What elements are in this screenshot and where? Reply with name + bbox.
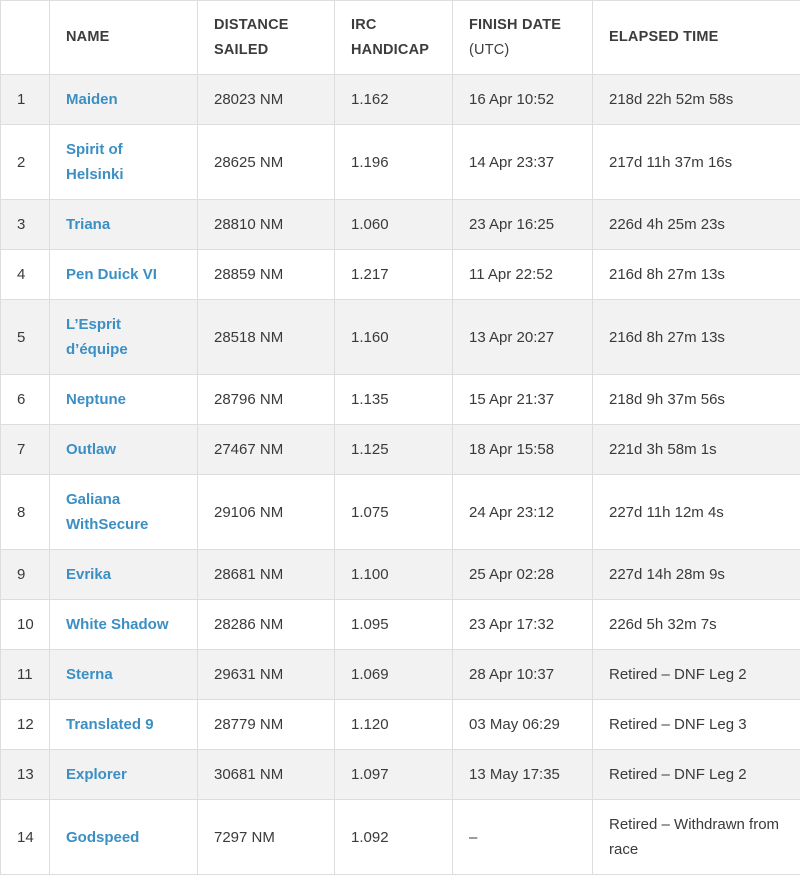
header-irc-handicap: IRC HANDICAP bbox=[335, 1, 453, 75]
name-cell bbox=[50, 75, 198, 125]
distance-cell: 28518 NM bbox=[198, 300, 335, 375]
finish-date-cell: 16 Apr 10:52 bbox=[453, 75, 593, 125]
finish-date-cell: 03 May 06:29 bbox=[453, 700, 593, 750]
irc-handicap-cell: 1.196 bbox=[335, 125, 453, 200]
elapsed-time-cell: Retired – DNF Leg 3 bbox=[593, 700, 800, 750]
header-finish-date-label: FINISH DATE bbox=[469, 17, 561, 33]
elapsed-time-cell: 218d 9h 37m 56s bbox=[593, 375, 800, 425]
name-cell bbox=[50, 475, 198, 550]
distance-cell: 28286 NM bbox=[198, 600, 335, 650]
table-row bbox=[1, 75, 800, 125]
rank-cell: 11 bbox=[1, 650, 50, 700]
finish-date-cell: 18 Apr 15:58 bbox=[453, 425, 593, 475]
boat-name-link[interactable]: Neptune bbox=[66, 391, 126, 408]
boat-name-link[interactable]: White Shadow bbox=[66, 616, 169, 633]
finish-date-cell: 28 Apr 10:37 bbox=[453, 650, 593, 700]
finish-date-cell: 24 Apr 23:12 bbox=[453, 475, 593, 550]
irc-handicap-cell: 1.217 bbox=[335, 250, 453, 300]
table-row bbox=[1, 200, 800, 250]
table-row bbox=[1, 800, 800, 875]
rank-cell: 5 bbox=[1, 300, 50, 375]
table-row bbox=[1, 125, 800, 200]
rank-cell: 6 bbox=[1, 375, 50, 425]
boat-name-link[interactable]: Maiden bbox=[66, 91, 118, 108]
table-row bbox=[1, 250, 800, 300]
distance-cell: 28810 NM bbox=[198, 200, 335, 250]
table-body bbox=[1, 75, 800, 875]
elapsed-time-cell: 226d 5h 32m 7s bbox=[593, 600, 800, 650]
irc-handicap-cell: 1.097 bbox=[335, 750, 453, 800]
distance-cell: 29106 NM bbox=[198, 475, 335, 550]
name-cell bbox=[50, 700, 198, 750]
header-rank bbox=[1, 1, 50, 75]
finish-date-cell: – bbox=[453, 800, 593, 875]
elapsed-time-cell: Retired – DNF Leg 2 bbox=[593, 650, 800, 700]
distance-cell: 30681 NM bbox=[198, 750, 335, 800]
rank-cell: 4 bbox=[1, 250, 50, 300]
irc-handicap-cell: 1.092 bbox=[335, 800, 453, 875]
finish-date-cell: 14 Apr 23:37 bbox=[453, 125, 593, 200]
distance-cell: 7297 NM bbox=[198, 800, 335, 875]
table-row bbox=[1, 425, 800, 475]
table-header bbox=[1, 1, 800, 75]
table-row bbox=[1, 550, 800, 600]
elapsed-time-cell: Retired – DNF Leg 2 bbox=[593, 750, 800, 800]
distance-cell: 28859 NM bbox=[198, 250, 335, 300]
header-elapsed-time: ELAPSED TIME bbox=[593, 1, 800, 75]
boat-name-link[interactable]: Explorer bbox=[66, 766, 127, 783]
rank-cell: 7 bbox=[1, 425, 50, 475]
irc-handicap-cell: 1.095 bbox=[335, 600, 453, 650]
name-cell bbox=[50, 200, 198, 250]
name-cell bbox=[50, 800, 198, 875]
name-cell bbox=[50, 600, 198, 650]
name-cell bbox=[50, 425, 198, 475]
rank-cell: 12 bbox=[1, 700, 50, 750]
rank-cell: 14 bbox=[1, 800, 50, 875]
table-row bbox=[1, 600, 800, 650]
irc-handicap-cell: 1.075 bbox=[335, 475, 453, 550]
irc-handicap-cell: 1.125 bbox=[335, 425, 453, 475]
rank-cell: 1 bbox=[1, 75, 50, 125]
elapsed-time-cell: 218d 22h 52m 58s bbox=[593, 75, 800, 125]
header-finish-date bbox=[453, 1, 593, 75]
irc-handicap-cell: 1.120 bbox=[335, 700, 453, 750]
boat-name-link[interactable]: Translated 9 bbox=[66, 716, 154, 733]
name-cell bbox=[50, 250, 198, 300]
rank-cell: 2 bbox=[1, 125, 50, 200]
finish-date-cell: 13 May 17:35 bbox=[453, 750, 593, 800]
elapsed-time-cell: 216d 8h 27m 13s bbox=[593, 300, 800, 375]
distance-cell: 28625 NM bbox=[198, 125, 335, 200]
elapsed-time-cell: 216d 8h 27m 13s bbox=[593, 250, 800, 300]
elapsed-time-cell: 227d 14h 28m 9s bbox=[593, 550, 800, 600]
elapsed-time-cell: Retired – Withdrawn from race bbox=[593, 800, 800, 875]
header-finish-date-suffix: (UTC) bbox=[469, 42, 509, 58]
finish-date-cell: 13 Apr 20:27 bbox=[453, 300, 593, 375]
elapsed-time-cell: 227d 11h 12m 4s bbox=[593, 475, 800, 550]
distance-cell: 28023 NM bbox=[198, 75, 335, 125]
boat-name-link[interactable]: Pen Duick VI bbox=[66, 266, 157, 283]
finish-date-cell: 15 Apr 21:37 bbox=[453, 375, 593, 425]
finish-date-cell: 23 Apr 16:25 bbox=[453, 200, 593, 250]
table-row bbox=[1, 700, 800, 750]
name-cell bbox=[50, 550, 198, 600]
name-cell bbox=[50, 650, 198, 700]
irc-handicap-cell: 1.160 bbox=[335, 300, 453, 375]
irc-handicap-cell: 1.135 bbox=[335, 375, 453, 425]
table-row bbox=[1, 375, 800, 425]
name-cell bbox=[50, 375, 198, 425]
table-row bbox=[1, 475, 800, 550]
irc-handicap-cell: 1.162 bbox=[335, 75, 453, 125]
table-row bbox=[1, 750, 800, 800]
boat-name-link[interactable]: Spirit of Helsinki bbox=[66, 141, 124, 183]
irc-handicap-cell: 1.060 bbox=[335, 200, 453, 250]
header-row bbox=[1, 1, 800, 75]
rank-cell: 13 bbox=[1, 750, 50, 800]
table-row bbox=[1, 300, 800, 375]
distance-cell: 28796 NM bbox=[198, 375, 335, 425]
finish-date-cell: 11 Apr 22:52 bbox=[453, 250, 593, 300]
rank-cell: 3 bbox=[1, 200, 50, 250]
distance-cell: 27467 NM bbox=[198, 425, 335, 475]
irc-handicap-cell: 1.069 bbox=[335, 650, 453, 700]
boat-name-link[interactable]: Sterna bbox=[66, 666, 113, 683]
name-cell bbox=[50, 125, 198, 200]
elapsed-time-cell: 226d 4h 25m 23s bbox=[593, 200, 800, 250]
rank-cell: 9 bbox=[1, 550, 50, 600]
header-distance-sailed: DISTANCE SAILED bbox=[198, 1, 335, 75]
distance-cell: 29631 NM bbox=[198, 650, 335, 700]
boat-name-link[interactable]: Galiana WithSecure bbox=[66, 491, 148, 533]
rank-cell: 8 bbox=[1, 475, 50, 550]
boat-name-link[interactable]: Evrika bbox=[66, 566, 111, 583]
name-cell bbox=[50, 750, 198, 800]
name-cell bbox=[50, 300, 198, 375]
table-row bbox=[1, 650, 800, 700]
irc-handicap-cell: 1.100 bbox=[335, 550, 453, 600]
distance-cell: 28779 NM bbox=[198, 700, 335, 750]
distance-cell: 28681 NM bbox=[198, 550, 335, 600]
boat-name-link[interactable]: Outlaw bbox=[66, 441, 116, 458]
boat-name-link[interactable]: L’Esprit d’équipe bbox=[66, 316, 128, 358]
finish-date-cell: 25 Apr 02:28 bbox=[453, 550, 593, 600]
rank-cell: 10 bbox=[1, 600, 50, 650]
boat-name-link[interactable]: Triana bbox=[66, 216, 110, 233]
elapsed-time-cell: 221d 3h 58m 1s bbox=[593, 425, 800, 475]
finish-date-cell: 23 Apr 17:32 bbox=[453, 600, 593, 650]
elapsed-time-cell: 217d 11h 37m 16s bbox=[593, 125, 800, 200]
boat-name-link[interactable]: Godspeed bbox=[66, 829, 139, 846]
header-name: NAME bbox=[50, 1, 198, 75]
